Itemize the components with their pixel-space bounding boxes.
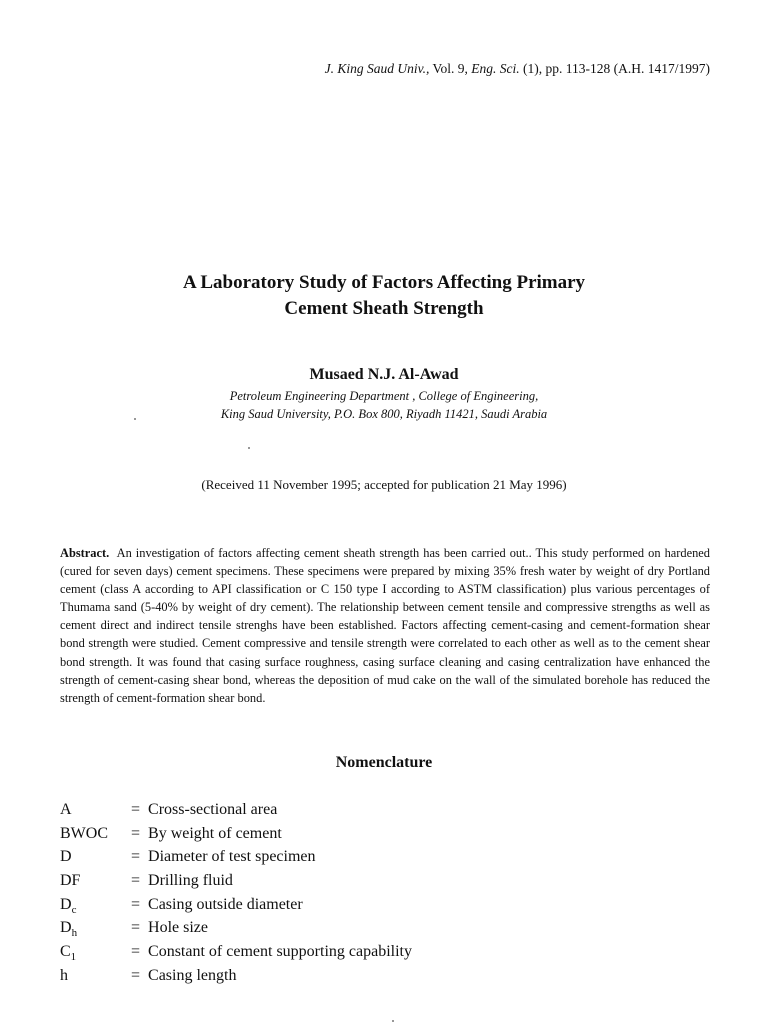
author-name: Musaed N.J. Al-Awad bbox=[309, 366, 459, 383]
symbol-main: D bbox=[60, 895, 72, 913]
journal-volume: Vol. 9, bbox=[429, 61, 472, 76]
nomenclature-definition bbox=[131, 869, 233, 893]
nomenclature-row bbox=[60, 822, 560, 846]
abstract bbox=[60, 544, 710, 707]
nomenclature-symbol bbox=[60, 964, 68, 988]
symbol-main: h bbox=[60, 966, 68, 984]
affiliation-line-2: King Saud University, P.O. Box 800, Riyadh 11421, Saudi Arabia bbox=[220, 407, 548, 421]
nomenclature-definition bbox=[131, 845, 316, 869]
equals-sign: = bbox=[131, 872, 141, 890]
scan-speck bbox=[134, 418, 136, 420]
nomenclature-definition bbox=[131, 940, 412, 964]
definition-text: Casing outside diameter bbox=[148, 895, 303, 913]
nomenclature-definition bbox=[131, 822, 282, 846]
equals-sign: = bbox=[131, 848, 141, 866]
definition-text: Constant of cement supporting capability bbox=[148, 943, 412, 961]
symbol-subscript: c bbox=[71, 903, 77, 916]
nomenclature-heading: Nomenclature bbox=[335, 754, 433, 771]
journal-name: J. King Saud Univ., bbox=[324, 61, 430, 76]
nomenclature-row bbox=[60, 845, 560, 869]
nomenclature-row bbox=[60, 893, 560, 917]
scan-speck bbox=[248, 447, 250, 449]
title-line-1: A Laboratory Study of Factors Affecting Primary bbox=[182, 272, 586, 293]
nomenclature-definition bbox=[131, 916, 208, 940]
symbol-main: DF bbox=[60, 872, 81, 890]
symbol-subscript: 1 bbox=[70, 951, 77, 964]
equals-sign: = bbox=[131, 919, 141, 937]
affiliation-line-1: Petroleum Engineering Department , College of Engineering, bbox=[229, 389, 539, 403]
journal-section: Eng. Sci. bbox=[471, 61, 520, 76]
definition-text: Drilling fluid bbox=[148, 872, 233, 890]
equals-sign: = bbox=[131, 943, 141, 961]
nomenclature-symbol bbox=[60, 869, 80, 893]
equals-sign: = bbox=[131, 824, 141, 842]
journal-header bbox=[325, 61, 710, 77]
nomenclature-row bbox=[60, 916, 560, 940]
nomenclature-definition bbox=[131, 964, 236, 988]
nomenclature-definition bbox=[131, 893, 303, 917]
definition-text: By weight of cement bbox=[148, 824, 282, 842]
abstract-text: An investigation of factors affecting cement sheath strength has been carried out.. This study performed on hardened (cured for seven days) cement specimens. These specimens were prepared by mixing 35% fresh water by weight of dry Portland cement (class A according to API classification or C 150 type I according to ASTM classification) plus various percentages of Thumama sand (5-40% by weight of dry cement). The relationship between cement tensile and compressive strengths as well as cement direct and indirect tensile strenghs have been established. Factors affecting cement-casing and cement-formation shear bond strength were studied. Cement compressive and tensile strength were correlated to each other as well as to the cement shear bond strength. It was found that casing surface roughness, casing surface cleaning and casing centralization have enhanced the strength of cement-casing shear bond, whereas the deposition of mud cake on the wall of the simulated borehole has reduced the strength of cement-formation shear bond. bbox=[60, 546, 710, 705]
nomenclature-row bbox=[60, 964, 560, 988]
nomenclature-symbol bbox=[60, 845, 72, 869]
received-date: (Received 11 November 1995; accepted for publication 21 May 1996) bbox=[201, 477, 567, 492]
nomenclature-row bbox=[60, 940, 560, 964]
symbol-subscript: h bbox=[71, 927, 78, 940]
symbol-main: C bbox=[60, 943, 71, 961]
symbol-main: D bbox=[60, 848, 72, 866]
title-line-2: Cement Sheath Strength bbox=[284, 298, 484, 319]
definition-text: Casing length bbox=[148, 966, 237, 984]
symbol-main: BWOC bbox=[60, 824, 108, 842]
equals-sign: = bbox=[131, 801, 141, 818]
definition-text: Hole size bbox=[148, 919, 209, 937]
nomenclature-definition bbox=[131, 798, 277, 822]
nomenclature-symbol bbox=[60, 798, 72, 822]
nomenclature-row bbox=[60, 798, 560, 822]
definition-text: Diameter of test specimen bbox=[148, 848, 316, 866]
nomenclature-list bbox=[60, 798, 560, 988]
abstract-label: Abstract. bbox=[60, 546, 110, 560]
equals-sign: = bbox=[131, 966, 141, 984]
journal-pages: (1), pp. 113-128 (A.H. 1417/1997) bbox=[519, 61, 710, 76]
nomenclature-symbol bbox=[60, 822, 108, 846]
author-affiliation bbox=[0, 387, 768, 423]
paper-title bbox=[0, 270, 768, 322]
equals-sign: = bbox=[131, 895, 141, 913]
symbol-main: A bbox=[60, 801, 72, 818]
symbol-main: D bbox=[60, 919, 72, 937]
nomenclature-row bbox=[60, 869, 560, 893]
definition-text: Cross-sectional area bbox=[148, 801, 278, 818]
scan-speck bbox=[392, 1020, 394, 1022]
